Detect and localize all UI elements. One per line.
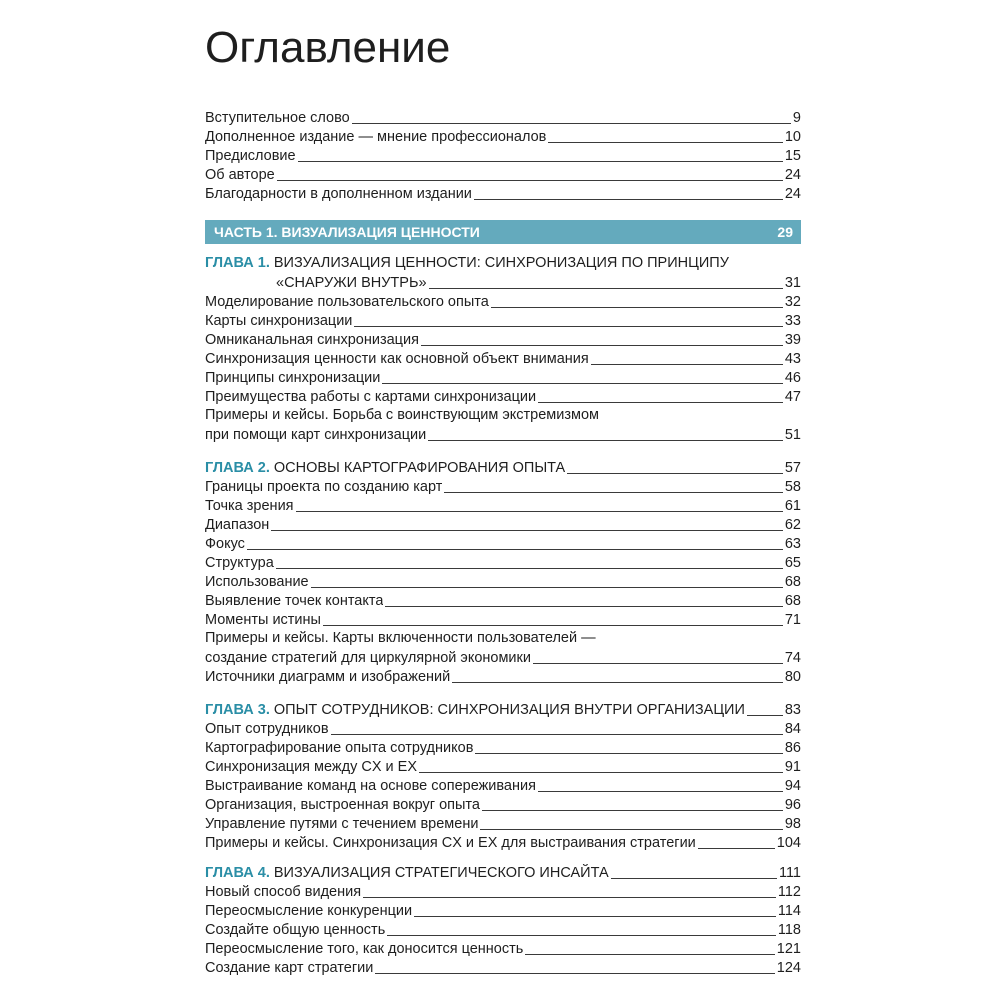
entry-page: 91 <box>784 759 801 775</box>
chapter-1-heading[interactable] <box>205 254 801 273</box>
leader-line <box>271 530 783 531</box>
entry-label: Моделирование пользовательского опыта <box>205 294 489 310</box>
entry-label: Переосмысление конкуренции <box>205 903 413 919</box>
entry-page: 32 <box>784 294 801 310</box>
toc-entry[interactable] <box>205 814 801 833</box>
entry-page: 58 <box>784 479 801 495</box>
toc-entry[interactable] <box>205 330 801 349</box>
entry-label: создание стратегий для циркулярной экономики <box>205 650 531 666</box>
entry-page: 121 <box>776 941 801 957</box>
leader-line <box>491 307 783 308</box>
chapter-2-heading[interactable] <box>205 458 801 477</box>
chapter-page: 83 <box>784 702 801 718</box>
toc-entry[interactable] <box>205 184 801 203</box>
entry-page: 62 <box>784 517 801 533</box>
entry-page: 51 <box>784 427 801 443</box>
leader-line <box>474 199 783 200</box>
chapter-prefix: ГЛАВА 1. <box>205 255 270 271</box>
entry-label: Фокус <box>205 536 245 552</box>
leader-line <box>276 568 783 569</box>
entry-page: 33 <box>784 313 801 329</box>
leader-line <box>421 345 783 346</box>
toc-entry[interactable] <box>205 901 801 920</box>
chapter-page: 57 <box>784 460 801 476</box>
chapter-1-heading-cont[interactable] <box>276 273 801 292</box>
leader-line <box>331 734 783 735</box>
entry-page: 65 <box>784 555 801 571</box>
entry-label: при помощи карт синхронизации <box>205 427 427 443</box>
chapter-title: ОПЫТ СОТРУДНИКОВ: СИНХРОНИЗАЦИЯ ВНУТРИ ОРГАНИЗАЦИИ <box>273 702 745 718</box>
entry-page: 114 <box>777 903 801 919</box>
entry-label: Дополненное издание — мнение профессионалов <box>205 129 547 145</box>
entry-label: Создайте общую ценность <box>205 922 386 938</box>
entry-label: Границы проекта по созданию карт <box>205 479 443 495</box>
entry-page: 74 <box>784 650 801 666</box>
entry-page: 9 <box>792 110 801 126</box>
leader-line <box>311 587 783 588</box>
entry-label: Управление путями с течением времени <box>205 816 479 832</box>
toc-entry[interactable] <box>205 387 801 406</box>
chapter-prefix: ГЛАВА 2. <box>205 460 270 476</box>
toc-entry[interactable] <box>205 127 801 146</box>
entry-label: Диапазон <box>205 517 270 533</box>
entry-label: Синхронизация между CX и EX <box>205 759 418 775</box>
entry-page: 68 <box>784 593 801 609</box>
entry-label: Вступительное слово <box>205 110 350 126</box>
toc-entry[interactable] <box>205 146 801 165</box>
leader-line <box>538 402 783 403</box>
entry-page: 94 <box>784 778 801 794</box>
entry-page: 104 <box>776 835 801 851</box>
entry-label: Принципы синхронизации <box>205 370 381 386</box>
chapter-title: ВИЗУАЛИЗАЦИЯ СТРАТЕГИЧЕСКОГО ИНСАЙТА <box>273 865 609 881</box>
entry-label: Карты синхронизации <box>205 313 353 329</box>
entry-label: Использование <box>205 574 309 590</box>
entry-page: 43 <box>784 351 801 367</box>
leader-line <box>277 180 783 181</box>
toc-entry[interactable] <box>205 165 801 184</box>
leader-line <box>419 772 783 773</box>
entry-label: Моменты истины <box>205 612 321 628</box>
entry-page: 39 <box>784 332 801 348</box>
leader-line <box>698 848 775 849</box>
toc-entry[interactable] <box>205 939 801 958</box>
entry-page: 24 <box>784 186 801 202</box>
entry-label: Источники диаграмм и изображений <box>205 669 451 685</box>
chapter-prefix: ГЛАВА 3. <box>205 702 270 718</box>
entry-label: Примеры и кейсы. Синхронизация CX и EX для выстраивания стратегии <box>205 835 696 851</box>
part-1-banner[interactable] <box>205 220 801 244</box>
part-page: 29 <box>777 224 793 240</box>
chapter-title: ОСНОВЫ КАРТОГРАФИРОВАНИЯ ОПЫТА <box>273 460 566 476</box>
chapter-page: 111 <box>778 865 801 881</box>
entry-label: Опыт сотрудников <box>205 721 329 737</box>
leader-line <box>298 161 783 162</box>
toc-entry[interactable] <box>205 572 801 591</box>
leader-line <box>611 878 777 879</box>
leader-line <box>382 383 783 384</box>
entry-page: 68 <box>784 574 801 590</box>
entry-label: Предисловие <box>205 148 296 164</box>
leader-line <box>375 973 774 974</box>
leader-line <box>428 440 783 441</box>
toc-entry[interactable] <box>205 477 801 496</box>
toc-entry[interactable] <box>205 776 801 795</box>
entry-label: Синхронизация ценности как основной объект внимания <box>205 351 589 367</box>
toc-entry[interactable] <box>205 958 801 977</box>
part-title: ЧАСТЬ 1. ВИЗУАЛИЗАЦИЯ ЦЕННОСТИ <box>214 224 480 240</box>
entry-label: Новый способ видения <box>205 884 362 900</box>
toc-entry[interactable] <box>205 757 801 776</box>
chapter-3-heading[interactable] <box>205 700 801 719</box>
chapter-title-line2: «СНАРУЖИ ВНУТРЬ» <box>276 275 427 291</box>
entry-label: Преимущества работы с картами синхронизации <box>205 389 537 405</box>
toc-entry[interactable] <box>205 882 801 901</box>
leader-line <box>533 663 783 664</box>
leader-line <box>538 791 783 792</box>
leader-line <box>352 123 791 124</box>
entry-page: 61 <box>784 498 801 514</box>
entry-page: 24 <box>784 167 801 183</box>
toc-entry[interactable] <box>205 920 801 939</box>
entry-label: Картографирование опыта сотрудников <box>205 740 474 756</box>
entry-page: 63 <box>784 536 801 552</box>
entry-page: 98 <box>784 816 801 832</box>
entry-label: Создание карт стратегии <box>205 960 374 976</box>
entry-page: 71 <box>784 612 801 628</box>
page-title: Оглавление <box>205 23 451 72</box>
leader-line <box>354 326 782 327</box>
leader-line <box>747 715 783 716</box>
toc-entry[interactable] <box>205 108 801 127</box>
toc-entry[interactable] <box>205 610 801 629</box>
entry-page: 47 <box>784 389 801 405</box>
toc-entry[interactable] <box>205 591 801 610</box>
toc-entry[interactable] <box>205 738 801 757</box>
chapter-prefix: ГЛАВА 4. <box>205 865 270 881</box>
leader-line <box>296 511 783 512</box>
entry-label: Точка зрения <box>205 498 294 514</box>
toc-entry[interactable] <box>205 833 801 852</box>
entry-page: 46 <box>784 370 801 386</box>
entry-label: Благодарности в дополненном издании <box>205 186 472 202</box>
toc-entry[interactable] <box>205 349 801 368</box>
toc-entry[interactable] <box>205 311 801 330</box>
entry-page: 10 <box>784 129 801 145</box>
leader-line <box>444 492 782 493</box>
entry-label: Организация, выстроенная вокруг опыта <box>205 797 480 813</box>
chapter-title-line1: ВИЗУАЛИЗАЦИЯ ЦЕННОСТИ: СИНХРОНИЗАЦИЯ ПО ПРИНЦИПУ <box>273 255 729 271</box>
leader-line <box>525 954 774 955</box>
entry-page: 15 <box>784 148 801 164</box>
leader-line <box>387 935 776 936</box>
leader-line <box>385 606 782 607</box>
toc-entry[interactable] <box>205 515 801 534</box>
entry-label: Выявление точек контакта <box>205 593 384 609</box>
case-entry-line1[interactable]: Примеры и кейсы. Карты включенности пользователей — <box>205 630 596 646</box>
leader-line <box>548 142 782 143</box>
leader-line <box>429 288 783 289</box>
entry-page: 86 <box>784 740 801 756</box>
toc-entry[interactable] <box>205 648 801 667</box>
entry-page: 80 <box>784 669 801 685</box>
entry-label: Выстраивание команд на основе сопереживания <box>205 778 536 794</box>
leader-line <box>414 916 776 917</box>
entry-label: Переосмысление того, как доносится ценность <box>205 941 524 957</box>
entry-page: 118 <box>777 922 801 938</box>
entry-label: Об авторе <box>205 167 275 183</box>
entry-page: 112 <box>777 884 801 900</box>
chapter-4-heading[interactable] <box>205 863 801 882</box>
leader-line <box>482 810 783 811</box>
entry-label: Омниканальная синхронизация <box>205 332 419 348</box>
toc-entry[interactable] <box>205 719 801 738</box>
entry-page: 84 <box>784 721 801 737</box>
entry-page: 96 <box>784 797 801 813</box>
toc-entry[interactable] <box>205 667 801 686</box>
leader-line <box>480 829 782 830</box>
chapter-page: 31 <box>784 275 801 291</box>
toc-entry[interactable] <box>205 425 801 444</box>
toc-entry[interactable] <box>205 553 801 572</box>
toc-entry[interactable] <box>205 368 801 387</box>
leader-line <box>247 549 783 550</box>
leader-line <box>475 753 782 754</box>
leader-line <box>591 364 783 365</box>
toc-entry[interactable] <box>205 292 801 311</box>
toc-entry[interactable] <box>205 496 801 515</box>
entry-label: Структура <box>205 555 274 571</box>
entry-page: 124 <box>776 960 801 976</box>
leader-line <box>363 897 776 898</box>
case-entry-line1[interactable]: Примеры и кейсы. Борьба с воинствующим экстремизмом <box>205 407 599 423</box>
leader-line <box>452 682 783 683</box>
toc-entry[interactable] <box>205 534 801 553</box>
leader-line <box>323 625 783 626</box>
toc-entry[interactable] <box>205 795 801 814</box>
leader-line <box>567 473 783 474</box>
